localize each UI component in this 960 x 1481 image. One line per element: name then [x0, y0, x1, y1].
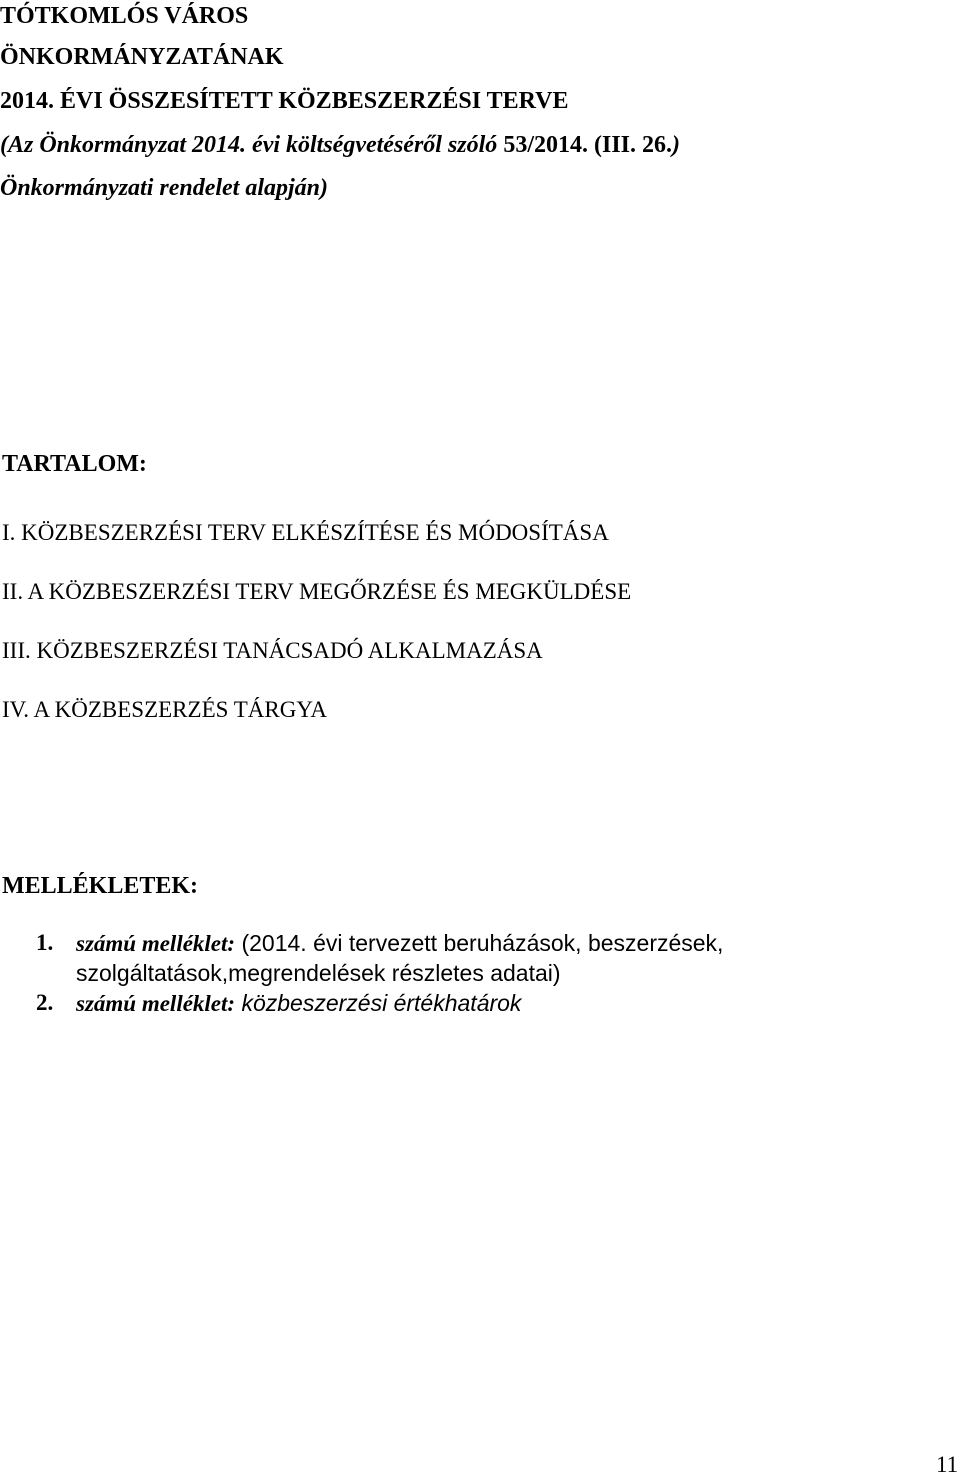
title-line-2: ÖNKORMÁNYZATÁNAK: [0, 44, 284, 70]
annex-number: 2.: [36, 990, 54, 1015]
title-line-4-bold: 53/2014. (III. 26.: [503, 132, 672, 158]
annex-text-line-1: [76, 990, 521, 1017]
toc-item-3: III. KÖZBESZERZÉSI TANÁCSADÓ ALKALMAZÁSA: [2, 638, 543, 663]
annex-description: (2014. évi tervezett beruházások, beszerzések,: [235, 930, 724, 956]
annex-label: számú melléklet:: [76, 991, 236, 1016]
title-line-4-italic: (Az Önkormányzat 2014. évi költségvetéséről szóló: [0, 132, 504, 158]
contents-heading: TARTALOM:: [2, 451, 147, 477]
annex-label: számú melléklet:: [76, 931, 236, 956]
annex-number: 1.: [36, 930, 54, 955]
title-line-1: TÓTKOMLÓS VÁROS: [0, 3, 249, 29]
title-line-4-close: ): [672, 132, 680, 158]
title-line-4: [0, 131, 960, 159]
toc-item-2: II. A KÖZBESZERZÉSI TERV MEGŐRZÉSE ÉS MEGKÜLDÉSE: [2, 579, 632, 604]
annexes-heading: MELLÉKLETEK:: [2, 873, 199, 899]
title-line-3: 2014. ÉVI ÖSSZESÍTETT KÖZBESZERZÉSI TERVE: [0, 88, 569, 114]
toc-item-1: I. KÖZBESZERZÉSI TERV ELKÉSZÍTÉSE ÉS MÓDOSÍTÁSA: [2, 520, 609, 545]
annex-text-line-2: szolgáltatások,megrendelések részletes adatai): [76, 960, 561, 986]
annex-text-line-1: [76, 930, 723, 957]
title-line-5: Önkormányzati rendelet alapján): [0, 175, 329, 201]
annex-description: közbeszerzési értékhatárok: [235, 990, 522, 1016]
page-number: 11: [936, 1452, 959, 1477]
toc-item-4: IV. A KÖZBESZERZÉS TÁRGYA: [2, 697, 328, 722]
